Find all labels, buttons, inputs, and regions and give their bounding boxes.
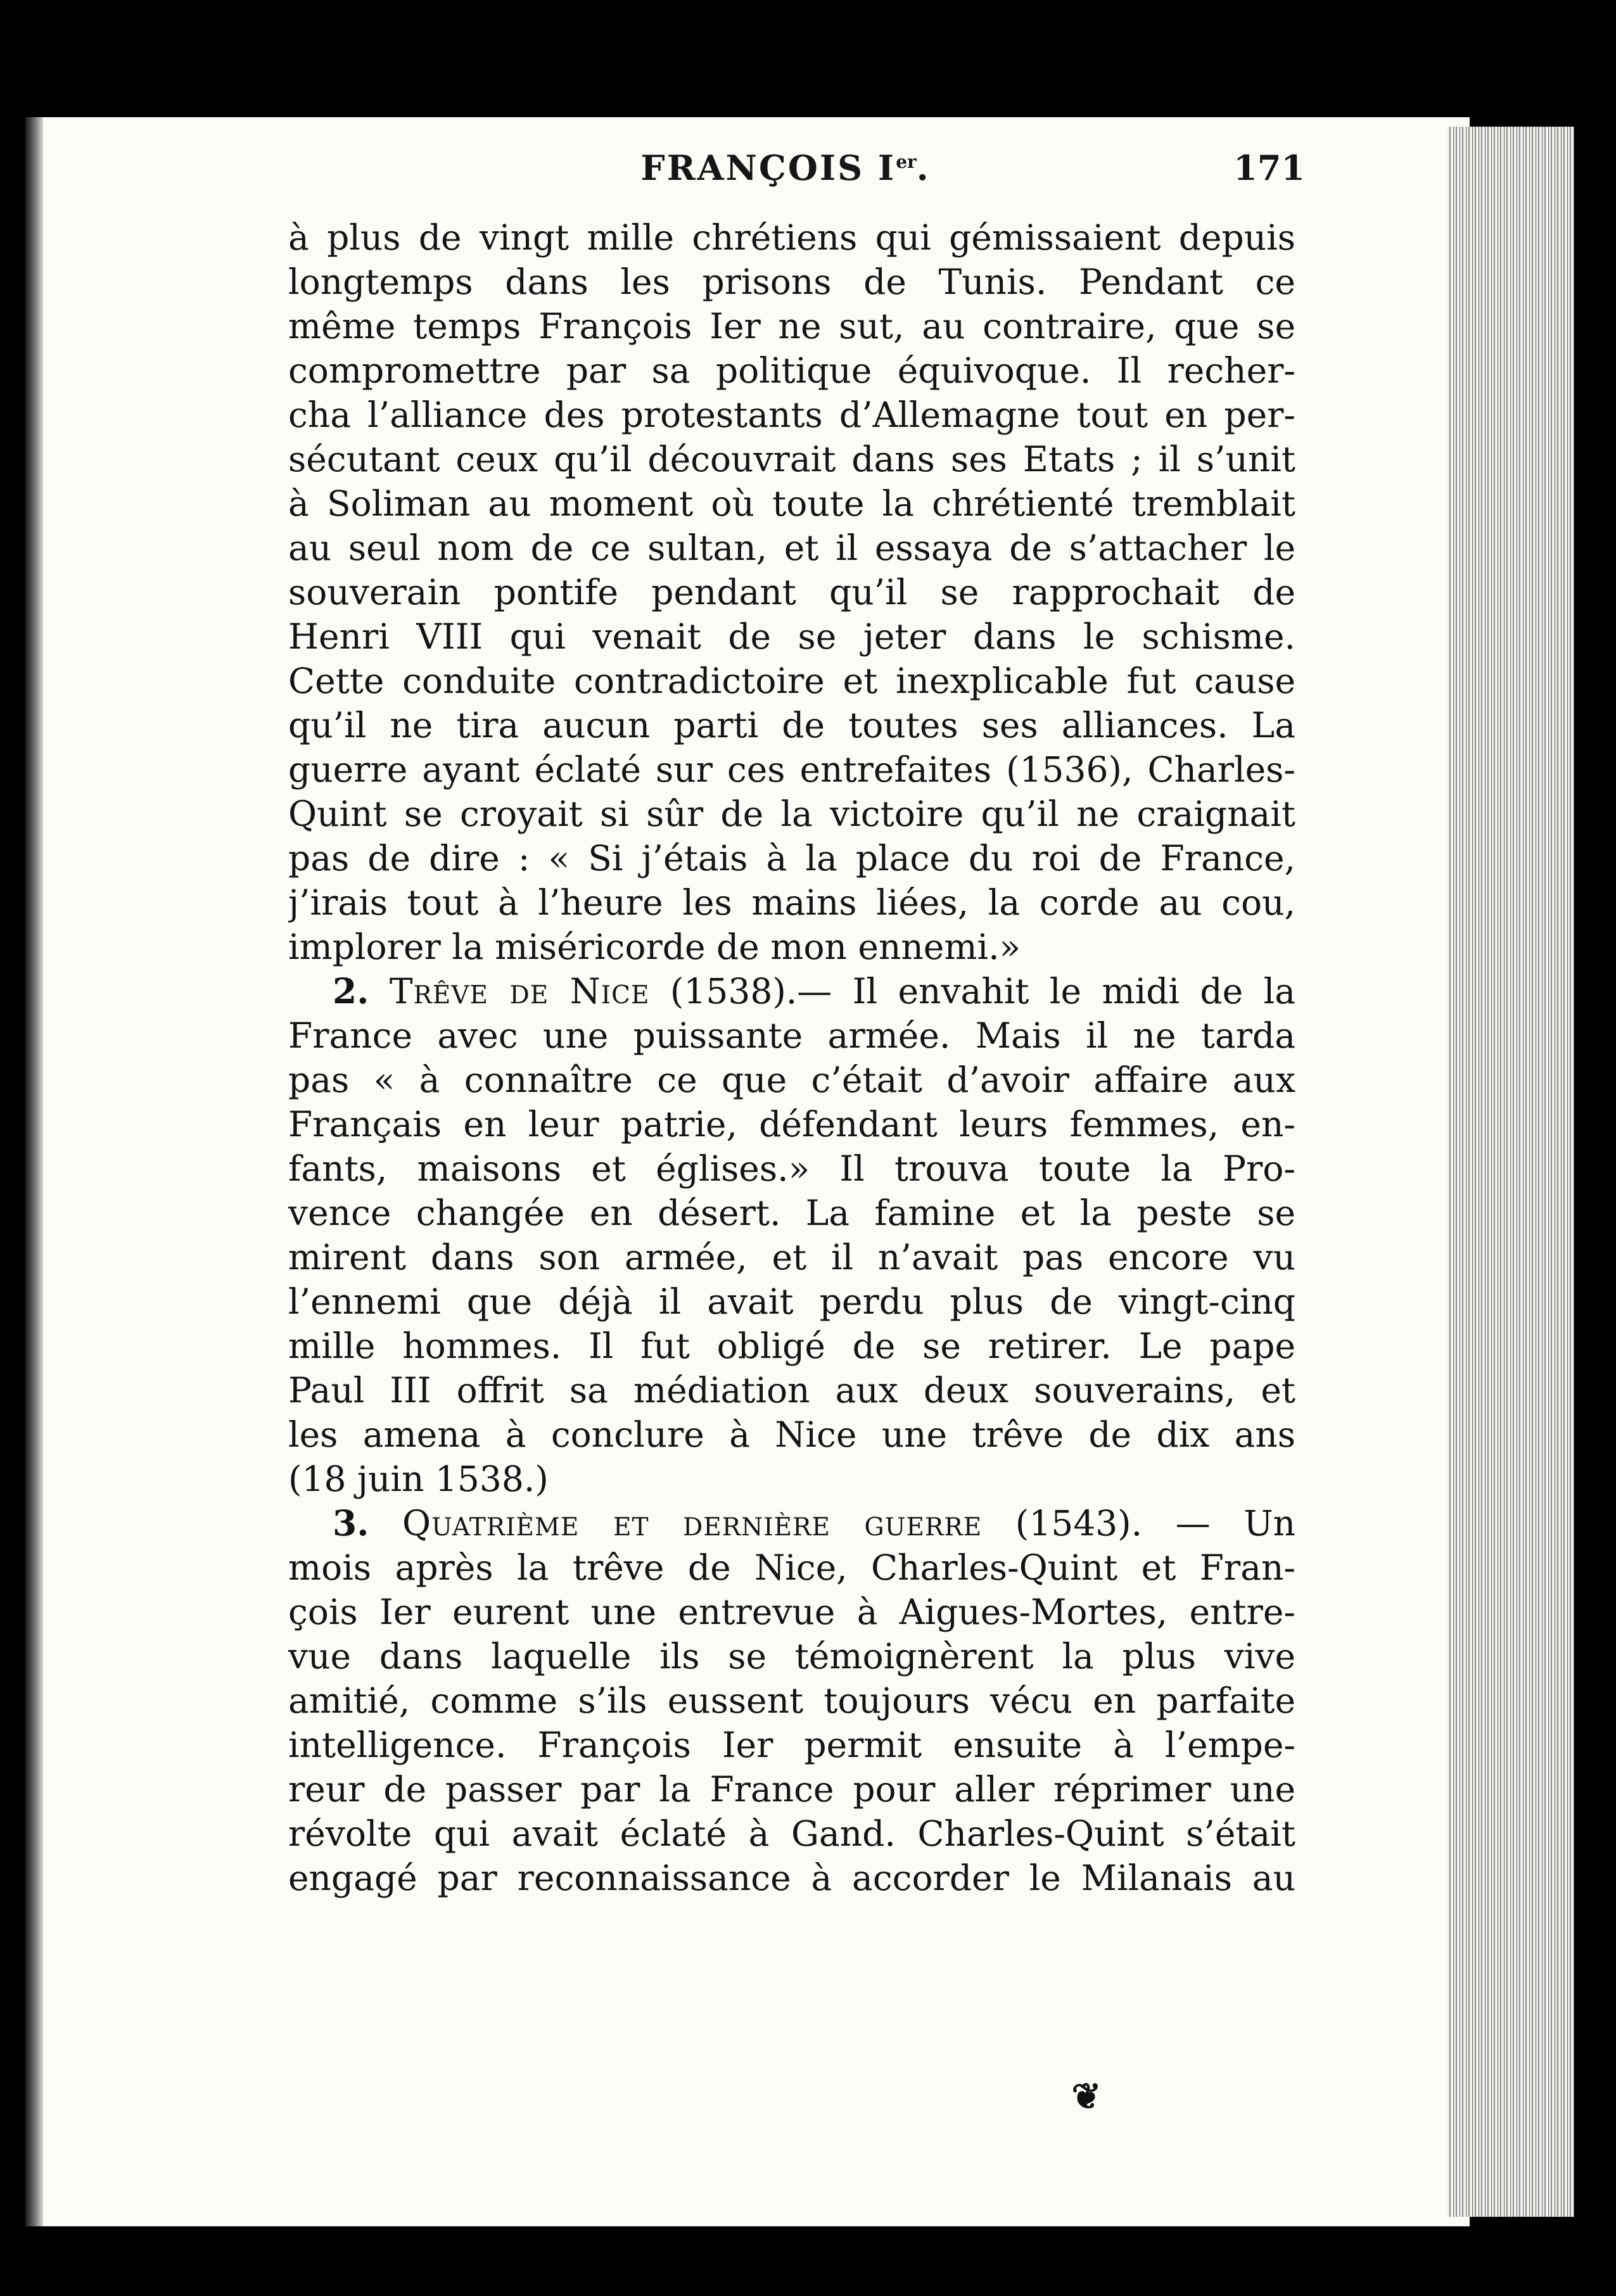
text-line: révolte qui avait éclaté à Gand. Charles-Quint s’était xyxy=(288,1813,1295,1854)
text-line: Français en leur patrie, défendant leurs femmes, en- xyxy=(288,1104,1295,1145)
text-line: mille hommes. Il fut obligé de se retirer. Le pape xyxy=(288,1326,1295,1366)
text-line: çois Ier eurent une entrevue à Aigues-Mortes, entre- xyxy=(288,1592,1295,1632)
text-line: guerre ayant éclaté sur ces entrefaites (1536), Charles- xyxy=(288,749,1295,790)
text-line: souverain pontife pendant qu’il se rapprochait de xyxy=(288,572,1295,612)
section-2-number: 2. xyxy=(333,970,369,1012)
text-line: à Soliman au moment où toute la chrétienté tremblait xyxy=(288,483,1295,524)
section-2-heading: Trêve de Nice xyxy=(389,971,650,1012)
text-line: fants, maisons et églises.» Il trouva toute la Pro- xyxy=(288,1148,1295,1189)
running-title-text: FRANÇOIS I xyxy=(640,148,896,188)
text-line: au seul nom de ce sultan, et il essaya de s’attacher le xyxy=(288,528,1295,568)
text-line: l’ennemi que déjà il avait perdu plus de vingt-cinq xyxy=(288,1281,1295,1322)
text-line: Quint se croyait si sûr de la victoire qu’il ne craignait xyxy=(288,794,1295,834)
text-line: implorer la miséricorde de mon ennemi.» xyxy=(288,927,1021,967)
page-header xyxy=(266,148,1305,192)
section-3-number: 3. xyxy=(333,1502,369,1544)
text-line: longtemps dans les prisons de Tunis. Pendant ce xyxy=(288,262,1295,302)
text-line: vence changée en désert. La famine et la peste se xyxy=(288,1193,1295,1233)
printer-ornament: ❦ xyxy=(1071,2076,1102,2117)
section-2-heading-line xyxy=(288,969,1295,1013)
text-line: pas de dire : « Si j’étais à la place du roi de France, xyxy=(288,838,1295,878)
section-3-heading-rest: (1543). — Un xyxy=(982,1503,1295,1544)
running-title-period: . xyxy=(916,148,931,188)
running-title-superscript: er xyxy=(896,151,917,172)
text-line: vue dans laquelle ils se témoignèrent la plus vive xyxy=(288,1636,1295,1677)
section-3-heading: Quatrième et dernière guerre xyxy=(402,1503,983,1544)
running-title xyxy=(266,148,1305,188)
text-line: Paul III offrit sa médiation aux deux souverains, et xyxy=(288,1370,1295,1411)
text-line: engagé par reconnaissance à accorder le Milanais au xyxy=(288,1858,1295,1898)
page-edges xyxy=(1447,127,1574,2217)
text-line: France avec une puissante armée. Mais il ne tarda xyxy=(288,1015,1295,1056)
text-line: sécutant ceux qu’il découvrait dans ses Etats ; il s’unit xyxy=(288,439,1295,479)
text-line: qu’il ne tira aucun parti de toutes ses alliances. La xyxy=(288,705,1295,745)
text-line: mirent dans son armée, et il n’avait pas encore vu xyxy=(288,1237,1295,1278)
page-number: 171 xyxy=(1233,148,1305,188)
text-line: mois après la trêve de Nice, Charles-Quint et Fran- xyxy=(288,1547,1295,1588)
section-2-heading-rest: (1538).— Il envahit le midi de la xyxy=(649,971,1295,1012)
body-text xyxy=(288,215,1295,1900)
text-line: intelligence. François Ier permit ensuite à l’empe- xyxy=(288,1725,1295,1765)
text-line: Henri VIII qui venait de se jeter dans le schisme. xyxy=(288,616,1295,657)
text-line: compromettre par sa politique équivoque. Il recher- xyxy=(288,350,1295,391)
text-line: à plus de vingt mille chrétiens qui gémissaient depuis xyxy=(288,217,1295,258)
text-line: les amena à conclure à Nice une trêve de dix ans xyxy=(288,1414,1295,1455)
text-line: cha l’alliance des protestants d’Allemagne tout en per- xyxy=(288,395,1295,435)
text-line: (18 juin 1538.) xyxy=(288,1459,549,1499)
text-line: même temps François Ier ne sut, au contraire, que se xyxy=(288,306,1295,346)
text-line: j’irais tout à l’heure les mains liées, la corde au cou, xyxy=(288,882,1295,923)
text-line: pas « à connaître ce que c’était d’avoir affaire aux xyxy=(288,1060,1295,1100)
text-line: reur de passer par la France pour aller réprimer une xyxy=(288,1769,1295,1810)
text-line: Cette conduite contradictoire et inexplicable fut cause xyxy=(288,661,1295,701)
section-3-heading-line xyxy=(288,1501,1295,1545)
text-line: amitié, comme s’ils eussent toujours vécu en parfaite xyxy=(288,1680,1295,1721)
book-spine-shadow xyxy=(25,117,43,2226)
